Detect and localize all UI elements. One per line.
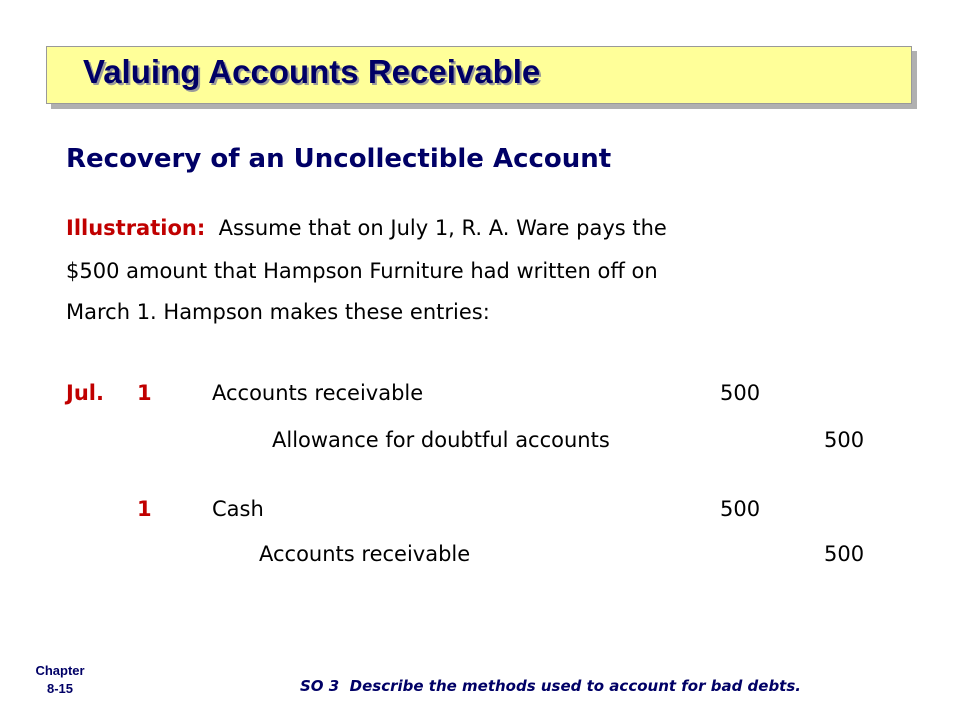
debit-account: Accounts receivable: [212, 381, 424, 405]
debit-amount: 500: [720, 381, 761, 405]
illustration-line-2: $500 amount that Hampson Furniture had written off on: [66, 259, 658, 283]
chapter-label: [20, 662, 100, 698]
chapter-word: Chapter: [35, 663, 85, 678]
journal-day: 1: [137, 497, 152, 521]
page-title: Valuing Accounts Receivable: [83, 53, 541, 90]
chapter-number: 8-15: [46, 681, 74, 696]
illustration-label: Illustration:: [66, 216, 206, 240]
section-subtitle: Recovery of an Uncollectible Account: [66, 144, 612, 174]
illustration-line-3: March 1. Hampson makes these entries:: [66, 300, 490, 324]
debit-account: Cash: [212, 497, 264, 521]
illustration-line-1: [66, 216, 667, 240]
illustration-spacer: [205, 216, 218, 240]
debit-amount: 500: [720, 497, 761, 521]
credit-account: Accounts receivable: [259, 542, 471, 566]
journal-month: Jul.: [66, 381, 104, 405]
study-objective: SO 3 Describe the methods used to account for bad debts.: [300, 677, 801, 695]
credit-amount: 500: [824, 428, 865, 452]
credit-account: Allowance for doubtful accounts: [272, 428, 610, 452]
credit-amount: 500: [824, 542, 865, 566]
title-banner: [46, 46, 912, 104]
journal-day: 1: [137, 381, 152, 405]
illustration-text-1: Assume that on July 1, R. A. Ware pays the: [218, 216, 667, 240]
